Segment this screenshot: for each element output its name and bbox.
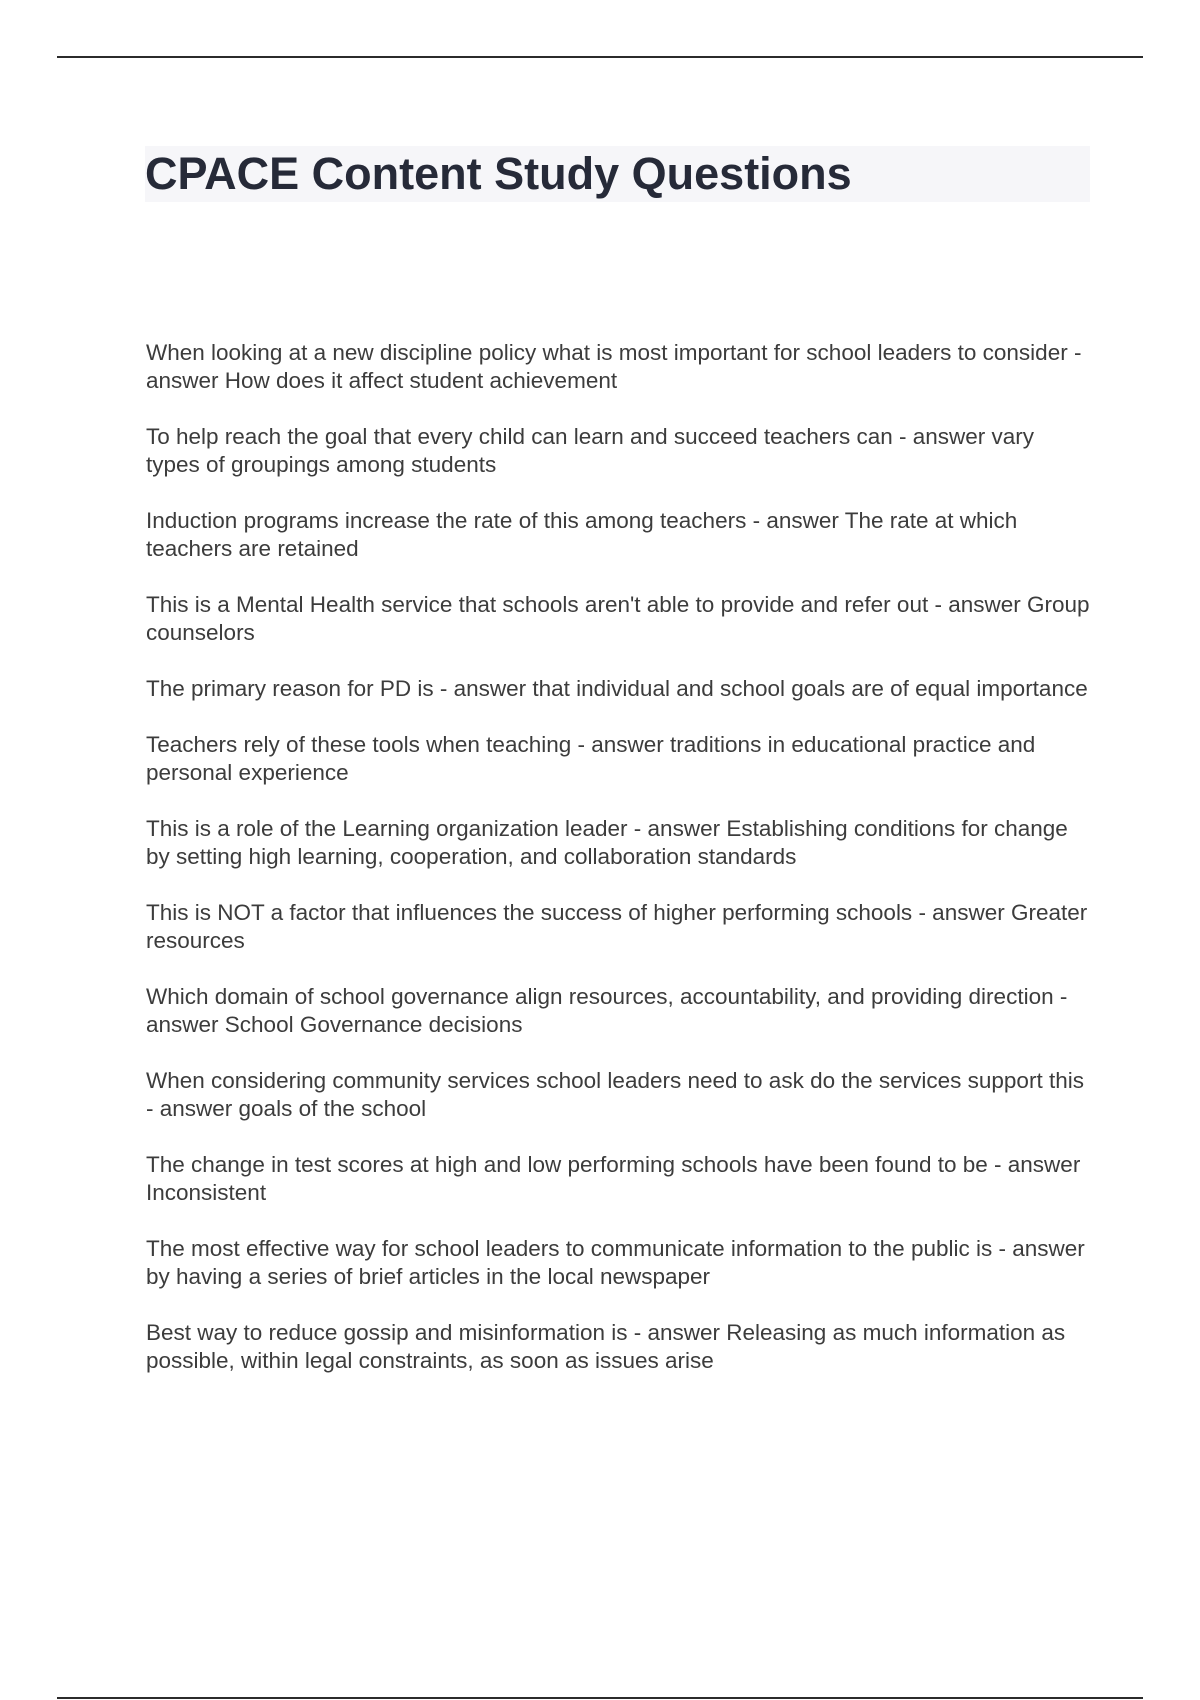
question-item: Teachers rely of these tools when teaching - answer traditions in educational practice and personal experience [146,732,1036,785]
question-item: When considering community services school leaders need to ask do the services support this - answer goals of the school [146,1068,1084,1121]
footer-rule [57,1697,1143,1699]
question-item: When looking at a new discipline policy what is most important for school leaders to consider - answer How does it affect student achievement [146,340,1082,393]
page-title: CPACE Content Study Questions [145,148,852,199]
question-item: The change in test scores at high and low performing schools have been found to be - answer Inconsistent [146,1152,1081,1205]
question-item: The most effective way for school leaders to communicate information to the public is - answer by having a series of brief articles in the local newspaper [146,1236,1085,1289]
question-item: Best way to reduce gossip and misinformation is - answer Releasing as much information as possible, within legal constraints, as soon as issues arise [146,1320,1066,1373]
question-item: This is NOT a factor that influences the success of higher performing schools - answer Greater resources [146,900,1088,953]
question-list [146,339,1091,1403]
question-item: Induction programs increase the rate of this among teachers - answer The rate at which teachers are retained [146,508,1018,561]
question-item: Which domain of school governance align resources, accountability, and providing direction - answer School Governance decisions [146,984,1068,1037]
header-rule [57,56,1143,58]
question-item: The primary reason for PD is - answer that individual and school goals are of equal importance [146,676,1088,701]
question-item: This is a Mental Health service that schools aren't able to provide and refer out - answer Group counselors [146,592,1090,645]
question-item: To help reach the goal that every child can learn and succeed teachers can - answer vary types of groupings among students [146,424,1035,477]
question-item: This is a role of the Learning organization leader - answer Establishing conditions for change by setting high learning, cooperation, and collaboration standards [146,816,1068,869]
